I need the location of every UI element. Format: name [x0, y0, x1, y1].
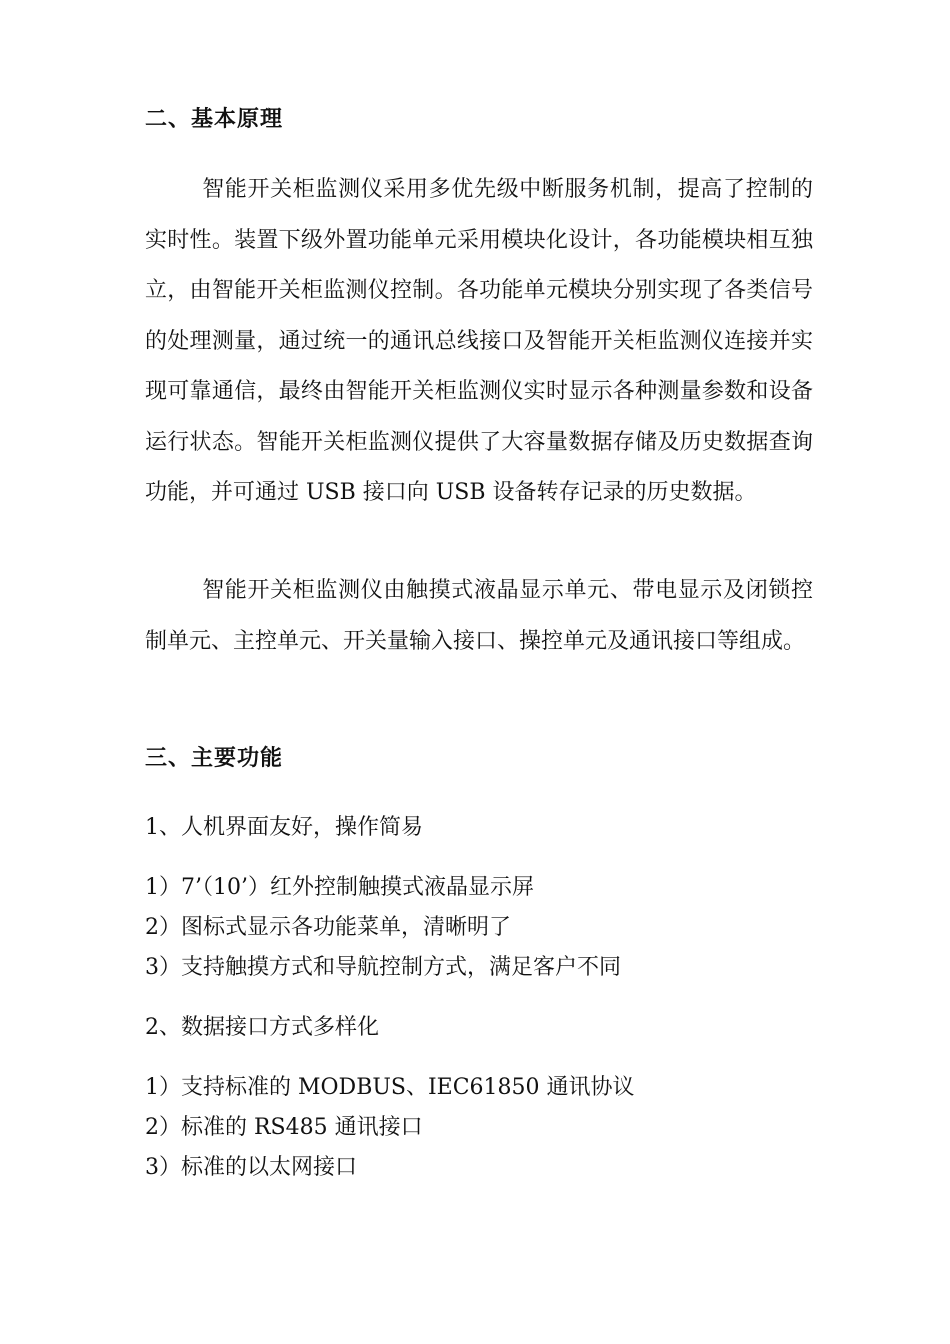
list-item: 3）标准的以太网接口	[145, 1155, 357, 1180]
list-item: 2）图标式显示各功能菜单，清晰明了	[145, 915, 511, 940]
section-heading-main-functions: 三、主要功能	[145, 746, 284, 771]
function-group-title-hmi: 1、人机界面友好，操作简易	[145, 815, 423, 840]
list-item: 1）7’（10’）红外控制触摸式液晶显示屏	[145, 875, 534, 900]
list-item: 2）标准的 RS485 通讯接口	[145, 1115, 423, 1140]
list-item: 1）支持标准的 MODBUS、IEC61850 通讯协议	[145, 1075, 635, 1100]
paragraph-principle-1: 智能开关柜监测仪采用多优先级中断服务机制，提高了控制的实时性。装置下级外置功能单元采用模块化设计，各功能模块相互独立，由智能开关柜监测仪控制。各功能单元模块分别实现了各类信号的处理测量，通过统一的通讯总线接口及智能开关柜监测仪连接并实现可靠通信，最终由智能开关柜监测仪实时显示各种测量参数和设备运行状态。智能开关柜监测仪提供了大容量数据存储及历史数据查询功能，并可通过 USB 接口向 USB 设备转存记录的历史数据。	[145, 177, 813, 505]
paragraph-principle-2: 智能开关柜监测仪由触摸式液晶显示单元、带电显示及闭锁控制单元、主控单元、开关量输入接口、操控单元及通讯接口等组成。	[145, 578, 813, 654]
section-heading-basic-principle: 二、基本原理	[145, 107, 284, 132]
list-item: 3）支持触摸方式和导航控制方式，满足客户不同	[145, 955, 621, 980]
function-group-title-data-interface: 2、数据接口方式多样化	[145, 1015, 379, 1040]
